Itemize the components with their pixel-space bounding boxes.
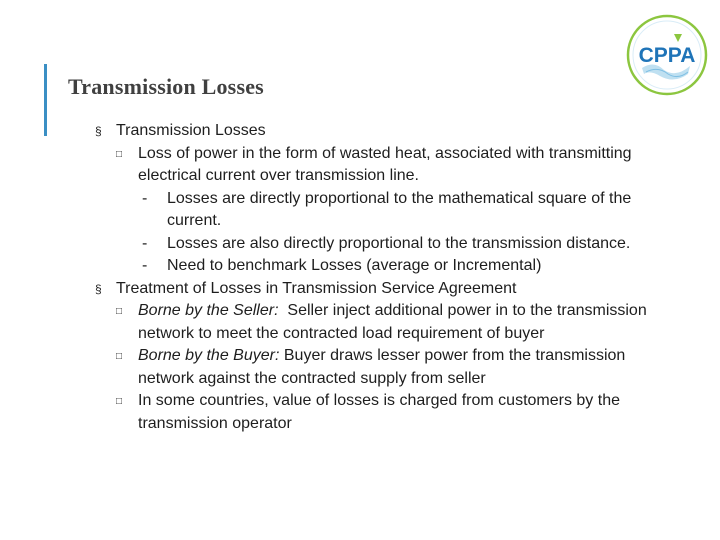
hollow-square-bullet-icon: □	[116, 306, 123, 317]
dash-bullet-icon: -	[142, 257, 148, 274]
hollow-square-bullet-icon: □	[116, 351, 123, 362]
cppa-logo-icon	[624, 12, 710, 98]
square-bullet-icon: §	[95, 281, 102, 296]
list-item: □ In some countries, value of losses is charged from customers by the transmission operator	[116, 392, 620, 432]
dash-bullet-icon: -	[142, 189, 148, 207]
list-item: □ Borne by the Seller: Seller inject additional power in to the transmission network to meet the contracted load requirement of buyer	[116, 302, 652, 342]
list-item: - Losses are also directly proportional to the transmission distance.	[167, 233, 657, 256]
svg-text:CPPA: CPPA	[638, 44, 696, 67]
list-item: - Need to benchmark Losses (average or Incremental)	[167, 255, 657, 278]
dash-bullet-icon: -	[142, 234, 148, 252]
hollow-square-bullet-icon: □	[116, 148, 123, 160]
square-bullet-icon: §	[95, 124, 102, 138]
list-item: - Losses are directly proportional to the mathematical square of the current.	[142, 189, 632, 229]
cppa-logo	[624, 12, 710, 98]
list-item: □ Borne by the Buyer: Buyer draws lesser power from the transmission network against the contracted supply from seller	[116, 347, 630, 387]
list-item: § Treatment of Losses in Transmission Service Agreement	[116, 278, 676, 301]
bullet-content	[0, 120, 720, 435]
slide-title: Transmission Losses	[68, 74, 264, 99]
hollow-square-bullet-icon: □	[116, 396, 123, 407]
list-item: □ Loss of power in the form of wasted heat, associated with transmitting electrical current over transmission line.	[116, 144, 632, 184]
list-item: § Transmission Losses	[116, 120, 676, 143]
